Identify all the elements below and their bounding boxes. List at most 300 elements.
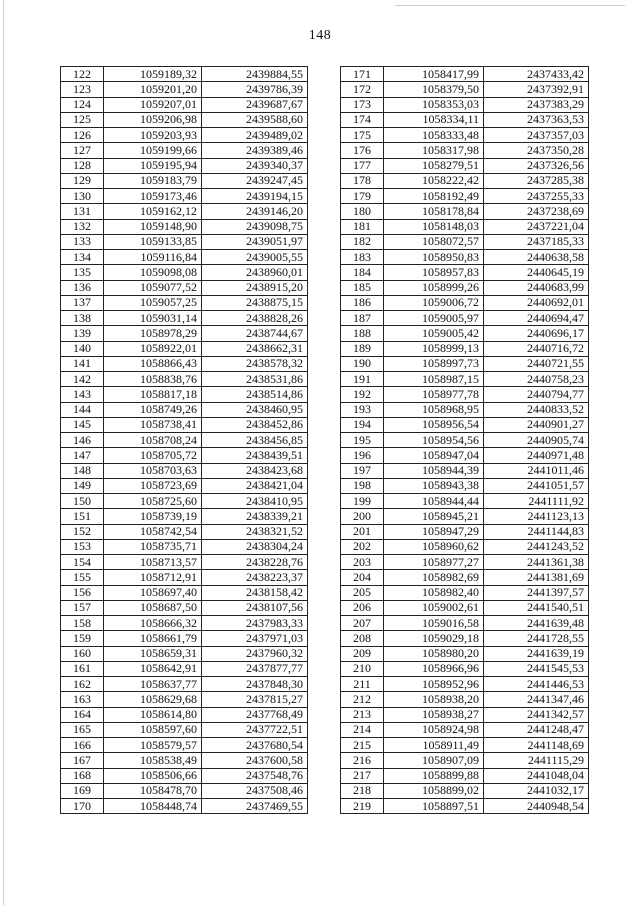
point-number-cell: 124 [61,97,104,112]
point-number-cell: 129 [61,173,104,188]
table-row [61,341,308,356]
point-number-cell: 205 [341,585,384,600]
table-row [61,356,308,371]
y-coordinate-cell: 2439389,46 [202,143,308,158]
table-row [61,616,308,631]
x-coordinate-cell: 1058697,40 [104,585,202,600]
point-number-cell: 196 [341,448,384,463]
x-coordinate-cell: 1058968,95 [384,402,484,417]
point-number-cell: 217 [341,768,384,783]
point-number-cell: 201 [341,524,384,539]
y-coordinate-cell: 2441144,83 [484,524,589,539]
table-row [341,799,589,814]
x-coordinate-cell: 1058956,54 [384,417,484,432]
table-row [61,463,308,478]
point-number-cell: 203 [341,555,384,570]
y-coordinate-cell: 2440694,47 [484,311,589,326]
y-coordinate-cell: 2441148,69 [484,738,589,753]
point-number-cell: 144 [61,402,104,417]
table-row [61,585,308,600]
point-number-cell: 125 [61,112,104,127]
y-coordinate-cell: 2440794,77 [484,387,589,402]
table-row [341,97,589,112]
y-coordinate-cell: 2438439,51 [202,448,308,463]
point-number-cell: 127 [61,143,104,158]
point-number-cell: 195 [341,433,384,448]
table-row [341,677,589,692]
x-coordinate-cell: 1058897,51 [384,799,484,814]
x-coordinate-cell: 1059183,79 [104,173,202,188]
y-coordinate-cell: 2438875,15 [202,295,308,310]
table-row [61,768,308,783]
point-number-cell: 194 [341,417,384,432]
y-coordinate-cell: 2440833,52 [484,402,589,417]
y-coordinate-cell: 2438915,20 [202,280,308,295]
x-coordinate-cell: 1058725,60 [104,494,202,509]
point-number-cell: 138 [61,311,104,326]
y-coordinate-cell: 2438410,95 [202,494,308,509]
x-coordinate-cell: 1058899,02 [384,783,484,798]
table-row [341,204,589,219]
x-coordinate-cell: 1058999,13 [384,341,484,356]
y-coordinate-cell: 2438423,68 [202,463,308,478]
y-coordinate-cell: 2439884,55 [202,67,308,82]
x-coordinate-cell: 1059005,42 [384,326,484,341]
point-number-cell: 135 [61,265,104,280]
point-number-cell: 147 [61,448,104,463]
y-coordinate-cell: 2438107,56 [202,600,308,615]
y-coordinate-cell: 2437508,46 [202,783,308,798]
y-coordinate-cell: 2437238,69 [484,204,589,219]
table-row [341,509,589,524]
y-coordinate-cell: 2439247,45 [202,173,308,188]
x-coordinate-cell: 1059006,72 [384,295,484,310]
y-coordinate-cell: 2438514,86 [202,387,308,402]
y-coordinate-cell: 2437971,03 [202,631,308,646]
y-coordinate-cell: 2439194,15 [202,189,308,204]
point-number-cell: 210 [341,661,384,676]
point-number-cell: 137 [61,295,104,310]
point-number-cell: 143 [61,387,104,402]
point-number-cell: 139 [61,326,104,341]
x-coordinate-cell: 1059077,52 [104,280,202,295]
table-row [61,295,308,310]
table-row [341,143,589,158]
x-coordinate-cell: 1058987,15 [384,372,484,387]
y-coordinate-cell: 2441381,69 [484,570,589,585]
x-coordinate-cell: 1058938,27 [384,707,484,722]
x-coordinate-cell: 1058317,98 [384,143,484,158]
point-number-cell: 208 [341,631,384,646]
y-coordinate-cell: 2440716,72 [484,341,589,356]
table-row [61,631,308,646]
x-coordinate-cell: 1058279,51 [384,158,484,173]
point-number-cell: 160 [61,646,104,661]
page-number: 148 [308,28,332,43]
point-number-cell: 198 [341,478,384,493]
y-coordinate-cell: 2440901,27 [484,417,589,432]
y-coordinate-cell: 2438531,86 [202,372,308,387]
x-coordinate-cell: 1058705,72 [104,448,202,463]
point-number-cell: 184 [341,265,384,280]
x-coordinate-cell: 1058952,96 [384,677,484,692]
table-row [341,539,589,554]
x-coordinate-cell: 1058333,48 [384,128,484,143]
x-coordinate-cell: 1059133,85 [104,234,202,249]
x-coordinate-cell: 1058978,29 [104,326,202,341]
table-row [341,524,589,539]
table-row [61,555,308,570]
point-number-cell: 133 [61,234,104,249]
point-number-cell: 176 [341,143,384,158]
table-row [341,417,589,432]
x-coordinate-cell: 1058417,99 [384,67,484,82]
y-coordinate-cell: 2438339,21 [202,509,308,524]
point-number-cell: 197 [341,463,384,478]
table-row [61,799,308,814]
table-row [61,753,308,768]
point-number-cell: 174 [341,112,384,127]
y-coordinate-cell: 2437363,53 [484,112,589,127]
x-coordinate-cell: 1058980,20 [384,646,484,661]
x-coordinate-cell: 1059002,61 [384,600,484,615]
point-number-cell: 166 [61,738,104,753]
point-number-cell: 158 [61,616,104,631]
table-row [341,219,589,234]
point-number-cell: 163 [61,692,104,707]
point-number-cell: 200 [341,509,384,524]
x-coordinate-cell: 1058954,56 [384,433,484,448]
table-row [341,738,589,753]
table-row [341,600,589,615]
y-coordinate-cell: 2440696,17 [484,326,589,341]
table-row [341,311,589,326]
point-number-cell: 214 [341,722,384,737]
y-coordinate-cell: 2441011,46 [484,463,589,478]
point-number-cell: 179 [341,189,384,204]
y-coordinate-cell: 2441540,51 [484,600,589,615]
x-coordinate-cell: 1058738,41 [104,417,202,432]
x-coordinate-cell: 1058597,60 [104,722,202,737]
x-coordinate-cell: 1058982,40 [384,585,484,600]
table-row [341,631,589,646]
point-number-cell: 132 [61,219,104,234]
scan-edge-left [3,0,4,905]
point-number-cell: 162 [61,677,104,692]
table-row [341,722,589,737]
y-coordinate-cell: 2441248,47 [484,722,589,737]
y-coordinate-cell: 2438228,76 [202,555,308,570]
point-number-cell: 185 [341,280,384,295]
table-row [341,82,589,97]
point-number-cell: 213 [341,707,384,722]
table-row [341,295,589,310]
y-coordinate-cell: 2438578,32 [202,356,308,371]
table-row [61,326,308,341]
x-coordinate-cell: 1058661,79 [104,631,202,646]
point-number-cell: 199 [341,494,384,509]
y-coordinate-cell: 2441051,57 [484,478,589,493]
table-row [341,326,589,341]
point-number-cell: 189 [341,341,384,356]
x-coordinate-cell: 1058334,11 [384,112,484,127]
point-number-cell: 171 [341,67,384,82]
y-coordinate-cell: 2437433,42 [484,67,589,82]
x-coordinate-cell: 1059029,18 [384,631,484,646]
y-coordinate-cell: 2439786,39 [202,82,308,97]
point-number-cell: 211 [341,677,384,692]
y-coordinate-cell: 2439005,55 [202,250,308,265]
x-coordinate-cell: 1058708,24 [104,433,202,448]
point-number-cell: 154 [61,555,104,570]
y-coordinate-cell: 2438662,31 [202,341,308,356]
table-row [341,570,589,585]
table-row [341,372,589,387]
x-coordinate-cell: 1059201,20 [104,82,202,97]
point-number-cell: 141 [61,356,104,371]
point-number-cell: 149 [61,478,104,493]
point-number-cell: 187 [341,311,384,326]
x-coordinate-cell: 1059098,08 [104,265,202,280]
point-number-cell: 151 [61,509,104,524]
x-coordinate-cell: 1058148,03 [384,219,484,234]
table-row [341,402,589,417]
y-coordinate-cell: 2437548,76 [202,768,308,783]
table-row [341,616,589,631]
y-coordinate-cell: 2438744,67 [202,326,308,341]
x-coordinate-cell: 1058614,80 [104,707,202,722]
table-row [341,234,589,249]
table-row [341,433,589,448]
table-row [341,128,589,143]
table-row [61,448,308,463]
table-row [341,494,589,509]
table-row [61,570,308,585]
y-coordinate-cell: 2437722,51 [202,722,308,737]
x-coordinate-cell: 1059195,94 [104,158,202,173]
y-coordinate-cell: 2440758,23 [484,372,589,387]
point-number-cell: 215 [341,738,384,753]
x-coordinate-cell: 1058222,42 [384,173,484,188]
x-coordinate-cell: 1058907,09 [384,753,484,768]
table-row [61,433,308,448]
y-coordinate-cell: 2441115,29 [484,753,589,768]
x-coordinate-cell: 1058629,68 [104,692,202,707]
point-number-cell: 165 [61,722,104,737]
table-row [61,539,308,554]
point-number-cell: 164 [61,707,104,722]
y-coordinate-cell: 2438960,01 [202,265,308,280]
x-coordinate-cell: 1058642,91 [104,661,202,676]
y-coordinate-cell: 2441446,53 [484,677,589,692]
table-row [61,387,308,402]
point-number-cell: 161 [61,661,104,676]
table-row [61,494,308,509]
x-coordinate-cell: 1058353,03 [384,97,484,112]
y-coordinate-cell: 2439098,75 [202,219,308,234]
x-coordinate-cell: 1058448,74 [104,799,202,814]
point-number-cell: 145 [61,417,104,432]
table-row [61,97,308,112]
y-coordinate-cell: 2441639,19 [484,646,589,661]
table-row [341,768,589,783]
table-row [61,372,308,387]
y-coordinate-cell: 2437255,33 [484,189,589,204]
x-coordinate-cell: 1058739,19 [104,509,202,524]
x-coordinate-cell: 1058178,84 [384,204,484,219]
point-number-cell: 180 [341,204,384,219]
point-number-cell: 192 [341,387,384,402]
table-row [61,722,308,737]
x-coordinate-cell: 1058579,57 [104,738,202,753]
x-coordinate-cell: 1058943,38 [384,478,484,493]
y-coordinate-cell: 2439051,97 [202,234,308,249]
point-number-cell: 168 [61,768,104,783]
y-coordinate-cell: 2440721,55 [484,356,589,371]
point-number-cell: 191 [341,372,384,387]
y-coordinate-cell: 2437600,58 [202,753,308,768]
x-coordinate-cell: 1058938,20 [384,692,484,707]
table-row [341,280,589,295]
table-row [341,250,589,265]
table-row [61,189,308,204]
y-coordinate-cell: 2441639,48 [484,616,589,631]
coordinates-table-left [60,66,308,814]
x-coordinate-cell: 1058723,69 [104,478,202,493]
table-row [61,112,308,127]
table-row [61,646,308,661]
y-coordinate-cell: 2440692,01 [484,295,589,310]
x-coordinate-cell: 1059203,93 [104,128,202,143]
point-number-cell: 216 [341,753,384,768]
x-coordinate-cell: 1059005,97 [384,311,484,326]
y-coordinate-cell: 2441545,53 [484,661,589,676]
point-number-cell: 188 [341,326,384,341]
x-coordinate-cell: 1059148,90 [104,219,202,234]
x-coordinate-cell: 1059206,98 [104,112,202,127]
point-number-cell: 156 [61,585,104,600]
point-number-cell: 177 [341,158,384,173]
point-number-cell: 170 [61,799,104,814]
x-coordinate-cell: 1058950,83 [384,250,484,265]
y-coordinate-cell: 2440971,48 [484,448,589,463]
y-coordinate-cell: 2437469,55 [202,799,308,814]
y-coordinate-cell: 2437680,54 [202,738,308,753]
table-row [341,783,589,798]
table-row [341,463,589,478]
table-row [341,555,589,570]
y-coordinate-cell: 2440645,19 [484,265,589,280]
table-row [61,82,308,97]
x-coordinate-cell: 1058899,88 [384,768,484,783]
x-coordinate-cell: 1059057,25 [104,295,202,310]
x-coordinate-cell: 1059031,14 [104,311,202,326]
x-coordinate-cell: 1058957,83 [384,265,484,280]
point-number-cell: 128 [61,158,104,173]
y-coordinate-cell: 2437768,49 [202,707,308,722]
y-coordinate-cell: 2438452,86 [202,417,308,432]
y-coordinate-cell: 2441123,13 [484,509,589,524]
y-coordinate-cell: 2438460,95 [202,402,308,417]
y-coordinate-cell: 2439146,20 [202,204,308,219]
table-row [341,448,589,463]
table-row [341,356,589,371]
table-row [341,341,589,356]
table-row [61,67,308,82]
x-coordinate-cell: 1058817,18 [104,387,202,402]
x-coordinate-cell: 1058735,71 [104,539,202,554]
x-coordinate-cell: 1059199,66 [104,143,202,158]
y-coordinate-cell: 2437357,03 [484,128,589,143]
table-row [341,387,589,402]
table-row [61,204,308,219]
table-row [61,234,308,249]
y-coordinate-cell: 2437326,56 [484,158,589,173]
table-row [61,707,308,722]
y-coordinate-cell: 2441361,38 [484,555,589,570]
point-number-cell: 212 [341,692,384,707]
point-number-cell: 155 [61,570,104,585]
y-coordinate-cell: 2439340,37 [202,158,308,173]
x-coordinate-cell: 1059162,12 [104,204,202,219]
y-coordinate-cell: 2439489,02 [202,128,308,143]
y-coordinate-cell: 2438158,42 [202,585,308,600]
point-number-cell: 183 [341,250,384,265]
x-coordinate-cell: 1058538,49 [104,753,202,768]
y-coordinate-cell: 2437960,32 [202,646,308,661]
y-coordinate-cell: 2438421,04 [202,478,308,493]
x-coordinate-cell: 1058687,50 [104,600,202,615]
point-number-cell: 202 [341,539,384,554]
table-row [61,219,308,234]
table-row [61,173,308,188]
x-coordinate-cell: 1058999,26 [384,280,484,295]
x-coordinate-cell: 1058637,77 [104,677,202,692]
table-row [341,661,589,676]
y-coordinate-cell: 2437877,77 [202,661,308,676]
point-number-cell: 182 [341,234,384,249]
x-coordinate-cell: 1058379,50 [384,82,484,97]
x-coordinate-cell: 1059207,01 [104,97,202,112]
point-number-cell: 134 [61,250,104,265]
point-number-cell: 186 [341,295,384,310]
x-coordinate-cell: 1058866,43 [104,356,202,371]
table-row [61,280,308,295]
x-coordinate-cell: 1058703,63 [104,463,202,478]
x-coordinate-cell: 1058945,21 [384,509,484,524]
y-coordinate-cell: 2437392,91 [484,82,589,97]
x-coordinate-cell: 1058742,54 [104,524,202,539]
y-coordinate-cell: 2439588,60 [202,112,308,127]
x-coordinate-cell: 1058977,27 [384,555,484,570]
table-row [61,143,308,158]
table-row [61,311,308,326]
x-coordinate-cell: 1059189,32 [104,67,202,82]
x-coordinate-cell: 1058911,49 [384,738,484,753]
point-number-cell: 122 [61,67,104,82]
point-number-cell: 148 [61,463,104,478]
table-row [341,585,589,600]
table-row [61,677,308,692]
x-coordinate-cell: 1058944,39 [384,463,484,478]
x-coordinate-cell: 1058713,57 [104,555,202,570]
point-number-cell: 218 [341,783,384,798]
point-number-cell: 159 [61,631,104,646]
point-number-cell: 219 [341,799,384,814]
y-coordinate-cell: 2440905,74 [484,433,589,448]
table-row [61,158,308,173]
y-coordinate-cell: 2437221,04 [484,219,589,234]
